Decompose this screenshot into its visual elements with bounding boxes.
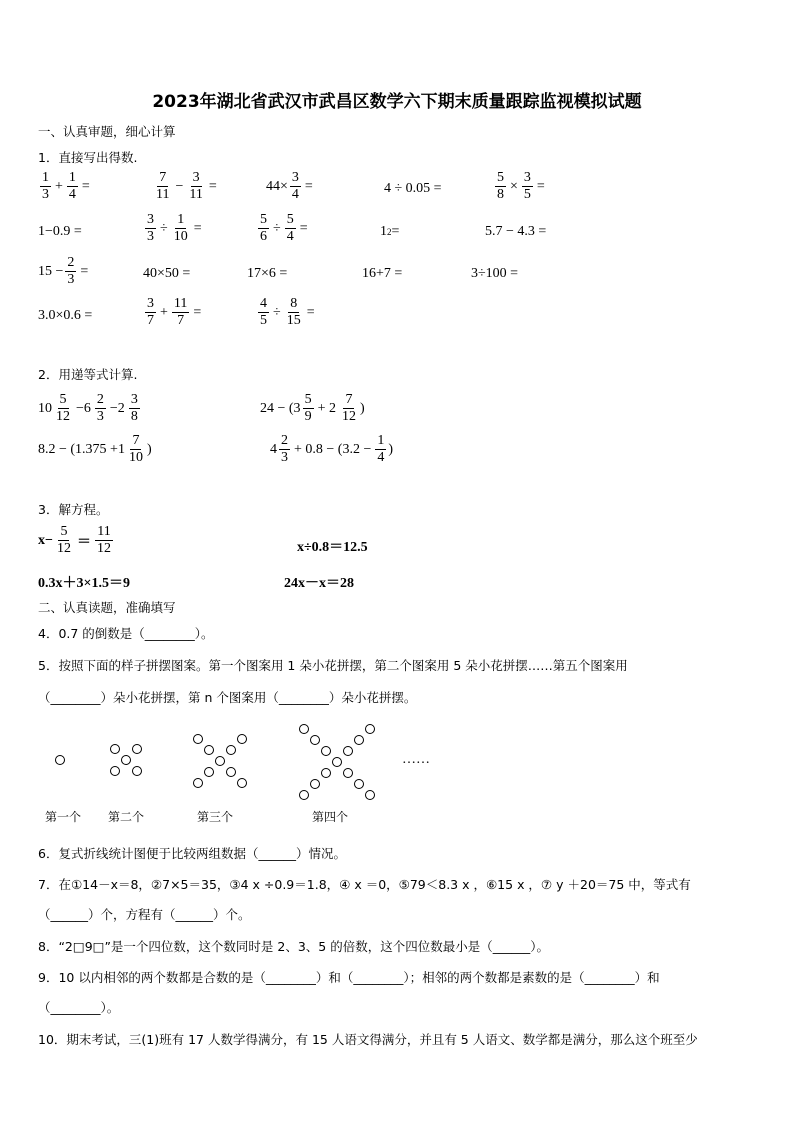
pattern-label-3: 第三个 xyxy=(197,810,234,824)
flower-icon xyxy=(365,724,375,734)
calc-a1: $\frac{1}{3}$ + $\frac{1}{4}$ = xyxy=(42,170,90,202)
expr-2-2: 24 − (3 $\frac{5}{9}$ + 2 $\frac{7}{12}$ ) xyxy=(260,392,365,424)
expr-2-3: 8.2 − (1.375 +1 $\frac{7}{10}$ ) xyxy=(38,433,152,465)
calc-b1: 1−0.9 = xyxy=(38,224,82,239)
flower-icon xyxy=(193,778,203,788)
equation-3-3: 0.3x＋3×1.5＝9 xyxy=(38,576,130,591)
calc-b4: 1 2 = xyxy=(380,224,400,239)
flower-icon xyxy=(310,735,320,745)
flower-icon xyxy=(204,767,214,777)
question-2-label: 2．用递等式计算. xyxy=(38,367,138,382)
flower-icon xyxy=(321,746,331,756)
calc-c5: 3÷100 = xyxy=(471,266,519,281)
calc-c4: 16+7 = xyxy=(362,266,403,281)
calc-b5: 5.7 − 4.3 = xyxy=(485,224,547,239)
question-9-line1: 9．10 以内相邻的两个数都是合数的是（________）和（________）；相邻的两个数都是素数的是（________）和 xyxy=(38,970,660,985)
flower-icon xyxy=(343,746,353,756)
flower-icon xyxy=(215,756,225,766)
flower-icon xyxy=(55,755,65,765)
question-10: 10．期末考试，三(1)班有 17 人数学得满分，有 15 人语文得满分，并且有 5 人语文、数学都是满分，那么这个班至少 xyxy=(38,1032,698,1047)
question-5-line2: （________）朵小花拼摆，第 n 个图案用（________）朵小花拼摆。 xyxy=(38,690,417,705)
equation-3-1: x− $\frac{5}{12}$ ＝ $\frac{11}{12}$ xyxy=(38,524,111,556)
section-1-heading: 一、认真审题，细心计算 xyxy=(38,124,176,139)
section-2-heading: 二、认真读题，准确填写 xyxy=(38,600,176,615)
question-9-line2: （________）。 xyxy=(38,1000,120,1015)
calc-d1: 3.0×0.6 = xyxy=(38,308,93,323)
pattern-label-2: 第二个 xyxy=(108,810,145,824)
question-3-label: 3．解方程。 xyxy=(38,502,109,517)
question-4: 4．0.7 的倒数是（________）。 xyxy=(38,626,214,641)
flower-icon xyxy=(226,767,236,777)
pattern-ellipsis: …… xyxy=(402,752,430,767)
flower-icon xyxy=(299,790,309,800)
calc-b2: $\frac{3}{3}$ ÷ $\frac{1}{10}$ = xyxy=(147,212,202,244)
calc-a2: $\frac{7}{11}$ − $\frac{3}{11}$ = xyxy=(156,170,217,202)
flower-icon xyxy=(110,766,120,776)
question-5-line1: 5．按照下面的样子拼摆图案。第一个图案用 1 朵小花拼摆，第二个图案用 5 朵小花拼摆……第五个图案用 xyxy=(38,658,628,673)
flower-icon xyxy=(299,724,309,734)
flower-icon xyxy=(132,766,142,776)
question-8: 8．“2□9□”是一个四位数，这个数同时是 2、3、5 的倍数，这个四位数最小是（______）。 xyxy=(38,939,549,954)
question-1-label: 1．直接写出得数. xyxy=(38,150,138,165)
flower-icon xyxy=(110,744,120,754)
flower-icon xyxy=(132,744,142,754)
flower-icon xyxy=(193,734,203,744)
flower-icon xyxy=(310,779,320,789)
calc-c1: 15 − $\frac{2}{3}$ = xyxy=(38,255,89,287)
question-6: 6．复式折线统计图便于比较两组数据（______）情况。 xyxy=(38,846,346,861)
calc-c2: 40×50 = xyxy=(143,266,191,281)
flower-icon xyxy=(365,790,375,800)
calc-d2: $\frac{3}{7}$ + $\frac{11}{7}$ = xyxy=(147,296,202,328)
flower-icon xyxy=(237,734,247,744)
expr-2-1: 10 $\frac{5}{12}$ −6 $\frac{2}{3}$ −2 $\frac{3}{8}$ xyxy=(38,392,138,424)
flower-icon xyxy=(332,757,342,767)
calc-a5: $\frac{5}{8}$ × $\frac{3}{5}$ = xyxy=(497,170,545,202)
flower-icon xyxy=(204,745,214,755)
flower-icon xyxy=(226,745,236,755)
question-7-line1: 7．在①14－x＝8，②7×5＝35，③4 x ÷0.9＝1.8，④ x ＝0，⑤79＜8.3 x ，⑥15 x ，⑦ y ＋20＝75 中，等式有 xyxy=(38,877,691,892)
pattern-label-1: 第一个 xyxy=(45,810,82,824)
calc-c3: 17×6 = xyxy=(247,266,288,281)
calc-a3: 44× $\frac{3}{4}$ = xyxy=(266,170,313,202)
equation-3-2: x÷0.8＝12.5 xyxy=(297,540,368,555)
equation-3-4: 24x－x＝28 xyxy=(284,576,354,591)
calc-a4: 4 ÷ 0.05 = xyxy=(384,181,442,196)
flower-icon xyxy=(343,768,353,778)
pattern-label-4: 第四个 xyxy=(312,810,349,824)
page-title: 2023年湖北省武汉市武昌区数学六下期末质量跟踪监视模拟试题 xyxy=(152,92,642,112)
flower-icon xyxy=(354,779,364,789)
question-7-line2: （______）个，方程有（______）个。 xyxy=(38,907,251,922)
calc-d3: $\frac{4}{5}$ ÷ $\frac{8}{15}$ = xyxy=(260,296,315,328)
flower-icon xyxy=(237,778,247,788)
calc-b3: $\frac{5}{6}$ ÷ $\frac{5}{4}$ = xyxy=(260,212,308,244)
flower-icon xyxy=(321,768,331,778)
flower-icon xyxy=(121,755,131,765)
flower-icon xyxy=(354,735,364,745)
expr-2-4: 4 $\frac{2}{3}$ + 0.8 − (3.2 − $\frac{1}{4}$ ) xyxy=(270,433,394,465)
